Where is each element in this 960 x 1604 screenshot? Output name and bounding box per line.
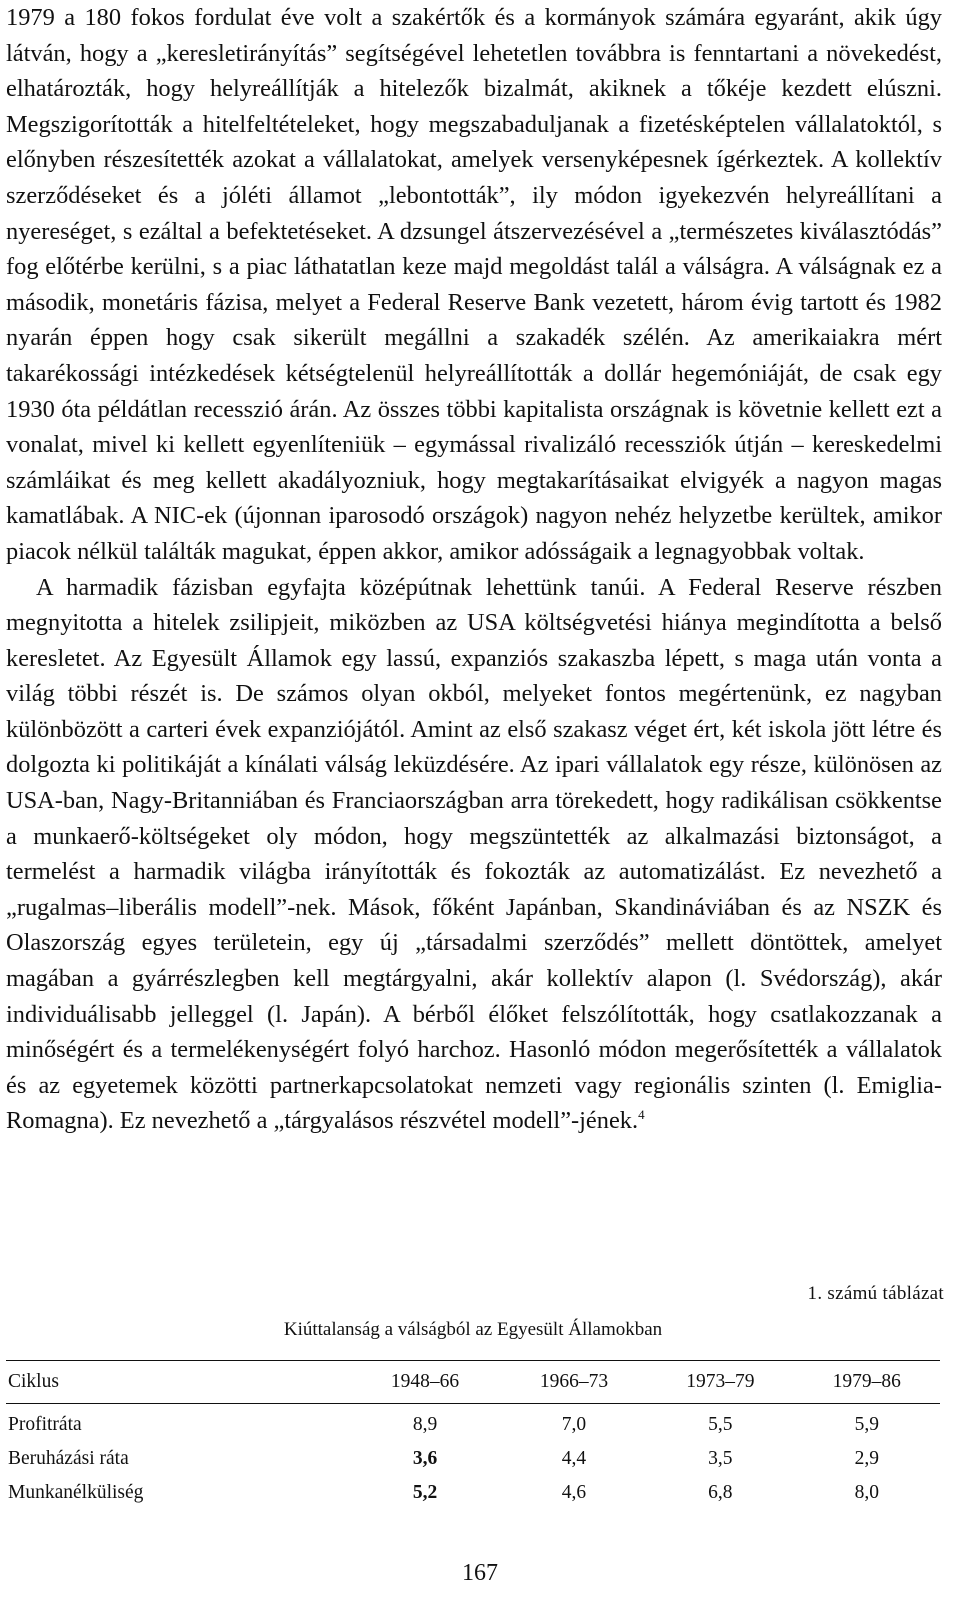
header-period-1: 1948–66 — [349, 1361, 500, 1404]
paragraph-2 — [6, 570, 942, 1140]
header-period-2: 1966–73 — [501, 1361, 647, 1404]
document-page — [6, 0, 954, 1604]
table-cell: 4,6 — [561, 1482, 587, 1503]
header-cycle: Ciklus — [6, 1361, 349, 1404]
table-cell: 3,6 — [412, 1448, 438, 1469]
paragraph-2-text: A harmadik fázisban egyfajta középútnak lehettünk tanúi. A Federal Reserve részben megnyitotta a hitelek zsilipjeit, miközben az USA költségvetési hiánya megindította a belső keresletet. Az Egyesült Államok egy lassú, expanziós szakaszba lépett, s maga után vonta a világ többi részét is. De számos olyan okból, melyeket fontos megértenünk, ez nagyban különbözött a carteri évek expanziójától. Amint az első szakasz véget ért, két iskola jött létre és dolgozta ki politikáját a kínálati válság leküzdésére. Az ipari vállalatok egy része, különösen az USA-ban, Nagy-Britanniában és Franciaországban arra törekedett, hogy radikálisan csökkentse a munkaerő-költségeket oly módon, hogy megszüntették az alkalmazási biztonságot, a termelést a harmadik világba irányították és fokozták az automatizálást. Ez nevezhető a „rugalmas–liberális modell”-nek. Mások, főként Japánban, Skandináviában és az NSZK és Olaszország egyes területein, egy új „társadalmi szerződés” mellett döntöttek, amelyet magában a gyárrészlegben kell megtárgyalni, akár kollektív alapon (l. Svédország), akár individuálisabb jelleggel (l. Japán). A bérből élőket felszólították, hogy csatlakozzanak a minőségért és a termelékenységért folyó harchoz. Hasonló módon megerősítették a vállalatok és az egyetemek közötti partnerkapcsolatokat nemzeti vagy regionális szinten (l. Emiglia-Romagna). Ez nevezhető a „tárgyalásos részvétel modell”-jének. — [6, 573, 942, 1135]
table-caption-wrapper — [6, 1319, 954, 1341]
footnote-marker: 4 — [638, 1107, 645, 1123]
body-text — [6, 0, 942, 1139]
row-label: Munkanélküliség — [8, 1482, 144, 1503]
table-cell: 8,9 — [412, 1414, 438, 1435]
header-period-3: 1973–79 — [647, 1361, 793, 1404]
table-caption: Kiúttalanság a válságból az Egyesült Államokban — [283, 1319, 663, 1340]
table-cell: 3,5 — [708, 1448, 733, 1469]
table-cell: 5,9 — [854, 1414, 879, 1435]
row-label: Beruházási ráta — [8, 1448, 129, 1469]
row-label: Profitráta — [8, 1414, 82, 1435]
table-cell: 2,9 — [854, 1448, 879, 1469]
table-cell: 4,4 — [561, 1448, 587, 1469]
table-number: 1. számú táblázat — [807, 1283, 944, 1304]
header-period-4: 1979–86 — [794, 1361, 940, 1404]
table-row — [6, 1442, 940, 1476]
table-cell: 5,2 — [412, 1482, 438, 1503]
page-number: 167 — [462, 1560, 498, 1586]
table-cell: 5,5 — [708, 1414, 733, 1435]
paragraph-1: 1979 a 180 fokos fordulat éve volt a szakértők és a kormányok számára egyaránt, akik úgy látván, hogy a „keresletirányítás” segítségével lehetetlen továbbra is fenntartani a növekedést, elhatározták, hogy helyreállítják a hitelezők bizalmát, akiknek a tőkéje kezdett elúszni. Megszigorították a hitelfeltételeket, hogy megszabaduljanak a fizetésképtelen vállalatoktól, s előnyben részesítették azokat a vállalatokat, amelyek versenyképesnek ígérkeztek. A kollektív szerződéseket és a jóléti államot „lebontották”, ily módon igyekezvén helyreállítani a nyereséget, s ezáltal a befektetéseket. A dzsungel átszervezésével a „természetes kiválasztódás” fog előtérbe kerülni, s a piac láthatatlan keze majd megoldást talál a válságra. A válságnak ez a második, monetáris fázisa, melyet a Federal Reserve Bank vezetett, három évig tartott és 1982 nyarán éppen hogy csak sikerült megállni a szakadék szélén. Az amerikaiakra mért takarékossági intézkedések kétségtelenül helyreállították a dollár hegemóniáját, de csak egy 1930 óta példátlan recesszió árán. Az összes többi kapitalista országnak is követnie kellett ezt a vonalat, mivel ki kellett egyenlíteniük – egymással rivalizáló recessziók útján – kereskedelmi számláikat és meg kellett akadályozniuk, hogy megtakarításaikat elvigyék a nagyon magas kamatlábak. A NIC-ek (újonnan iparosodó országok) nagyon nehéz helyzetbe kerültek, amikor piacok nélkül találták magukat, éppen akkor, amikor adósságaik a legnagyobbak voltak. — [6, 4, 942, 565]
table-header-row — [6, 1361, 940, 1404]
table-cell: 7,0 — [561, 1414, 587, 1435]
table-cell: 8,0 — [854, 1482, 879, 1503]
table-cell: 6,8 — [708, 1482, 733, 1503]
data-table — [6, 1360, 940, 1510]
table-row — [6, 1476, 940, 1510]
table-row — [6, 1404, 940, 1443]
